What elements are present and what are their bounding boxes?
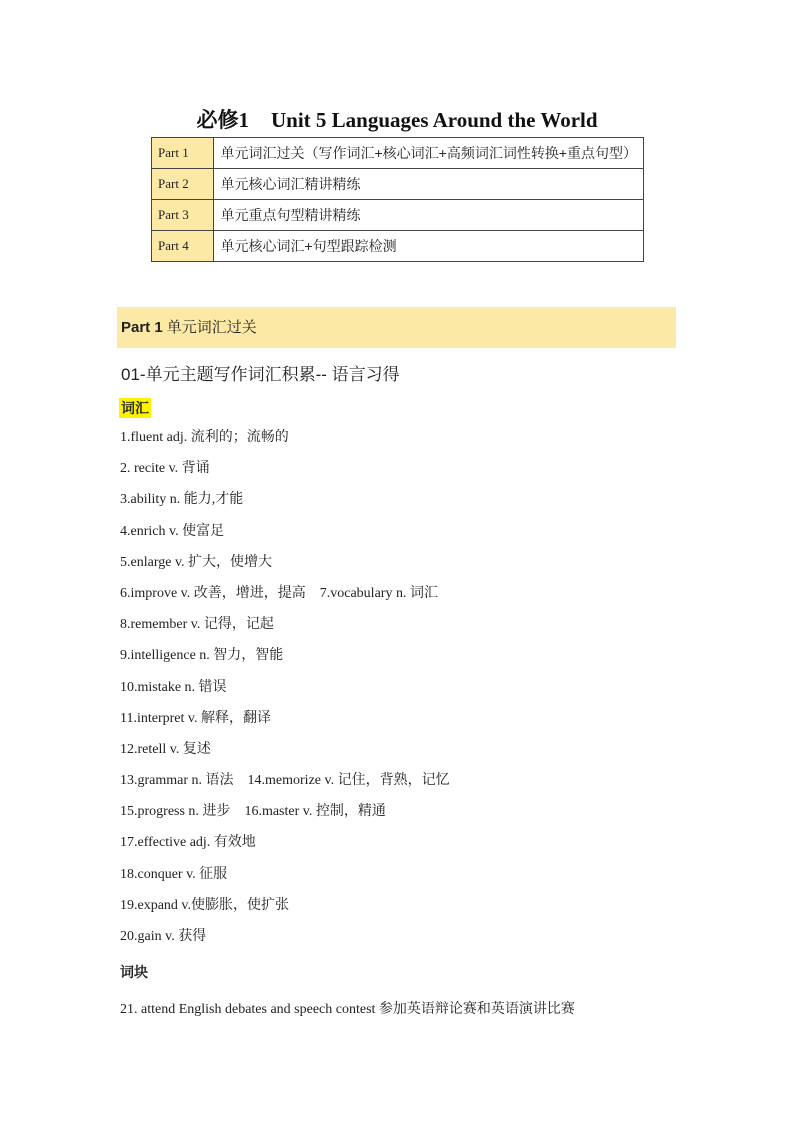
list-item (120, 583, 450, 614)
list-item (120, 427, 450, 458)
vocab-list (120, 427, 450, 957)
vocab-entry: 2. recite v. 背诵 (120, 461, 210, 477)
document-title (0, 104, 794, 134)
chunk-tag: 词块 (120, 964, 148, 980)
contents-row (152, 138, 644, 169)
part-banner (117, 307, 676, 348)
list-item (120, 645, 450, 676)
vocab-entry: 16.master v. 控制，精通 (244, 804, 386, 820)
vocab-entry: 6.improve v. 改善，增进，提高 (120, 585, 306, 601)
vocab-entry: 9.intelligence n. 智力，智能 (120, 648, 284, 664)
contents-part: Part 3 (152, 200, 214, 231)
vocab-tag: 词汇 (121, 400, 149, 416)
contents-row (152, 169, 644, 200)
list-item (120, 614, 450, 645)
vocab-entry: 7.vocabulary n. 词汇 (319, 585, 438, 601)
course-label: 必修1 (196, 108, 249, 132)
contents-desc: 单元重点句型精讲精练 (214, 200, 644, 231)
vocab-entry: 1.fluent adj. 流利的；流畅的 (120, 430, 289, 445)
list-item (120, 489, 450, 520)
vocab-entry: 10.mistake n. 错误 (120, 679, 227, 695)
vocab-entry: 19.expand v.使膨胀，使扩张 (120, 897, 290, 913)
vocab-entry: 8.remember v. 记得，记起 (120, 617, 274, 633)
vocab-entry: 11.interpret v. 解释，翻译 (120, 710, 271, 726)
list-item (120, 521, 450, 552)
list-item (120, 864, 450, 895)
vocab-entry: 12.retell v. 复述 (120, 741, 211, 757)
contents-desc: 单元词汇过关（写作词汇+核心词汇+高频词汇词性转换+重点句型） (214, 138, 644, 169)
vocab-entry: 20.gain v. 获得 (120, 929, 207, 944)
vocab-entry: 5.enlarge v. 扩大，使增大 (120, 554, 273, 570)
list-item (120, 801, 450, 832)
list-item (120, 677, 450, 708)
vocab-entry: 14.memorize v. 记住，背熟，记忆 (247, 773, 450, 789)
vocab-entry: 4.enrich v. 使富足 (120, 523, 225, 539)
list-item (120, 552, 450, 583)
chunk-entry: 21. attend English debates and speech contest 参加英语辩论赛和英语演讲比赛 (120, 1002, 575, 1017)
banner-part: Part 1 (121, 319, 163, 336)
contents-table (151, 137, 644, 262)
list-item (120, 739, 450, 770)
list-item (120, 895, 450, 926)
vocab-entry: 15.progress n. 进步 (120, 804, 231, 820)
banner-title: 单元词汇过关 (166, 319, 257, 336)
vocab-entry: 13.grammar n. 语法 (120, 773, 234, 789)
section-heading: 01-单元主题写作词汇积累-- 语言习得 (121, 365, 400, 384)
contents-row (152, 200, 644, 231)
list-item (120, 832, 450, 863)
list-item (120, 770, 450, 801)
list-item (120, 708, 450, 739)
vocab-entry: 3.ability n. 能力,才能 (120, 492, 244, 508)
contents-part: Part 2 (152, 169, 214, 200)
contents-desc: 单元核心词汇+句型跟踪检测 (214, 231, 644, 262)
vocab-entry: 17.effective adj. 有效地 (120, 835, 256, 851)
list-item (120, 458, 450, 489)
vocab-entry: 18.conquer v. 征服 (120, 866, 228, 882)
contents-row (152, 231, 644, 262)
unit-title: Unit 5 Languages Around the World (270, 108, 598, 132)
list-item (120, 926, 450, 957)
contents-desc: 单元核心词汇精讲精练 (214, 169, 644, 200)
contents-part: Part 4 (152, 231, 214, 262)
contents-part: Part 1 (152, 138, 214, 169)
